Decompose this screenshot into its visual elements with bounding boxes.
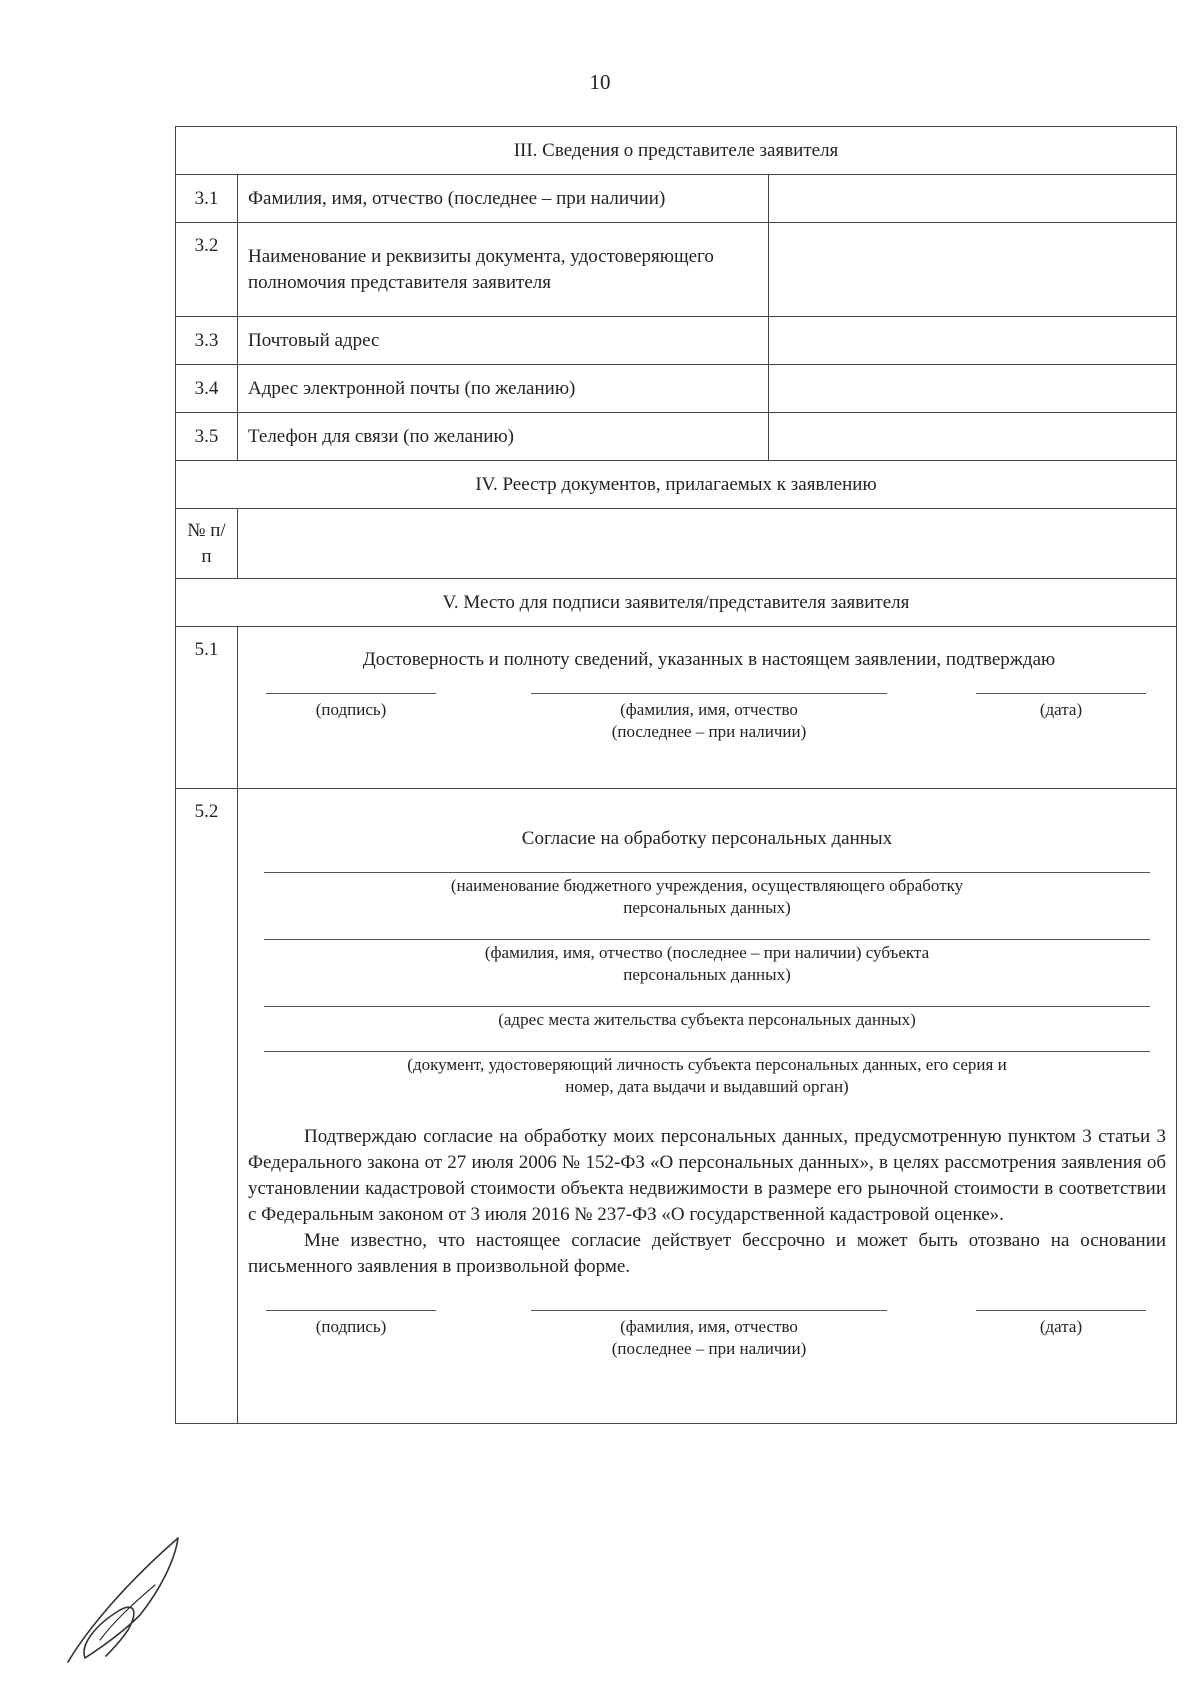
row-number: 3.3 bbox=[176, 317, 238, 365]
row-label: Телефон для связи (по желанию) bbox=[238, 413, 769, 461]
signature-line[interactable] bbox=[266, 693, 436, 694]
row-number: 3.2 bbox=[176, 223, 238, 317]
row-number: 3.5 bbox=[176, 413, 238, 461]
date-line[interactable] bbox=[976, 693, 1146, 694]
row-value-field[interactable] bbox=[769, 365, 1177, 413]
section-5-title: V. Место для подписи заявителя/представителя заявителя bbox=[176, 579, 1177, 627]
date-caption: (дата) bbox=[1039, 1317, 1083, 1336]
date-caption: (дата) bbox=[1039, 699, 1083, 719]
section-3-title: III. Сведения о представителе заявителя bbox=[176, 127, 1177, 175]
consent-cell bbox=[238, 789, 1177, 1424]
row-value-field[interactable] bbox=[769, 317, 1177, 365]
table-row bbox=[176, 317, 1177, 365]
row-number: 3.1 bbox=[176, 175, 238, 223]
organization-name-field[interactable] bbox=[264, 872, 1150, 873]
signature-row bbox=[266, 693, 1152, 769]
identity-document-caption: (документ, удостоверяющий личность субъекта персональных данных, его серия и номер, дата выдачи и выдавший орган) bbox=[407, 1055, 1007, 1096]
documents-registry-field[interactable] bbox=[238, 509, 1177, 579]
page-number: 10 bbox=[589, 70, 611, 94]
signature-row bbox=[266, 1310, 1166, 1386]
row-label: Фамилия, имя, отчество (последнее – при наличии) bbox=[238, 175, 769, 223]
row-label: Наименование и реквизиты документа, удостоверяющего полномочия представителя заявителя bbox=[238, 223, 769, 317]
row-value-field[interactable] bbox=[769, 175, 1177, 223]
row-value-field[interactable] bbox=[769, 413, 1177, 461]
handwritten-signature-icon bbox=[60, 1530, 190, 1670]
row-number: 5.2 bbox=[176, 789, 238, 1424]
name-caption: (фамилия, имя, отчество (последнее – при наличии) bbox=[611, 1317, 807, 1358]
number-column-header: № п/п bbox=[176, 509, 238, 579]
consent-title: Согласие на обработку персональных данных bbox=[521, 828, 893, 849]
row-number: 5.1 bbox=[176, 627, 238, 789]
subject-name-field[interactable] bbox=[264, 939, 1150, 940]
subject-address-caption: (адрес места жительства субъекта персональных данных) bbox=[498, 1010, 916, 1029]
subject-address-field[interactable] bbox=[264, 1006, 1150, 1007]
row-value-field[interactable] bbox=[769, 223, 1177, 317]
table-row bbox=[176, 175, 1177, 223]
signature-caption: (подпись) bbox=[315, 1317, 387, 1336]
name-caption: (фамилия, имя, отчество (последнее – при наличии) bbox=[611, 699, 807, 741]
signature-line[interactable] bbox=[266, 1310, 436, 1311]
revocation-paragraph: Мне известно, что настоящее согласие действует бессрочно и может быть отозвано на основании письменного заявления в произвольной форме. bbox=[248, 1230, 1166, 1277]
table-row bbox=[176, 365, 1177, 413]
row-label: Почтовый адрес bbox=[238, 317, 769, 365]
confirmation-cell bbox=[238, 627, 1177, 789]
table-row bbox=[176, 223, 1177, 317]
table-row bbox=[176, 413, 1177, 461]
signature-caption: (подпись) bbox=[315, 699, 387, 719]
identity-document-field[interactable] bbox=[264, 1051, 1150, 1052]
subject-name-caption: (фамилия, имя, отчество (последнее – при наличии) субъекта персональных данных) bbox=[484, 943, 930, 984]
name-line[interactable] bbox=[531, 1310, 887, 1311]
row-label: Адрес электронной почты (по желанию) bbox=[238, 365, 769, 413]
application-form-table bbox=[175, 126, 1177, 1424]
name-line[interactable] bbox=[531, 693, 887, 694]
date-line[interactable] bbox=[976, 1310, 1146, 1311]
row-number: 3.4 bbox=[176, 365, 238, 413]
consent-paragraph: Подтверждаю согласие на обработку моих персональных данных, предусмотренную пунктом 3 статьи 3 Федерального закона от 27 июля 2006 № 152-ФЗ «О персональных данных», в целях рассмотрения заявления об установлении кадастровой стоимости объекта недвижимости в размере его рыночной стоимости в соответствии с Федеральным законом от 3 июля 2016 № 237-ФЗ «О государственной кадастровой оценке». bbox=[248, 1126, 1166, 1225]
confirmation-text: Достоверность и полноту сведений, указанных в настоящем заявлении, подтверждаю bbox=[362, 648, 1056, 670]
organization-name-caption: (наименование бюджетного учреждения, осуществляющего обработку персональных данных) bbox=[450, 876, 964, 917]
section-4-title: IV. Реестр документов, прилагаемых к заявлению bbox=[176, 461, 1177, 509]
